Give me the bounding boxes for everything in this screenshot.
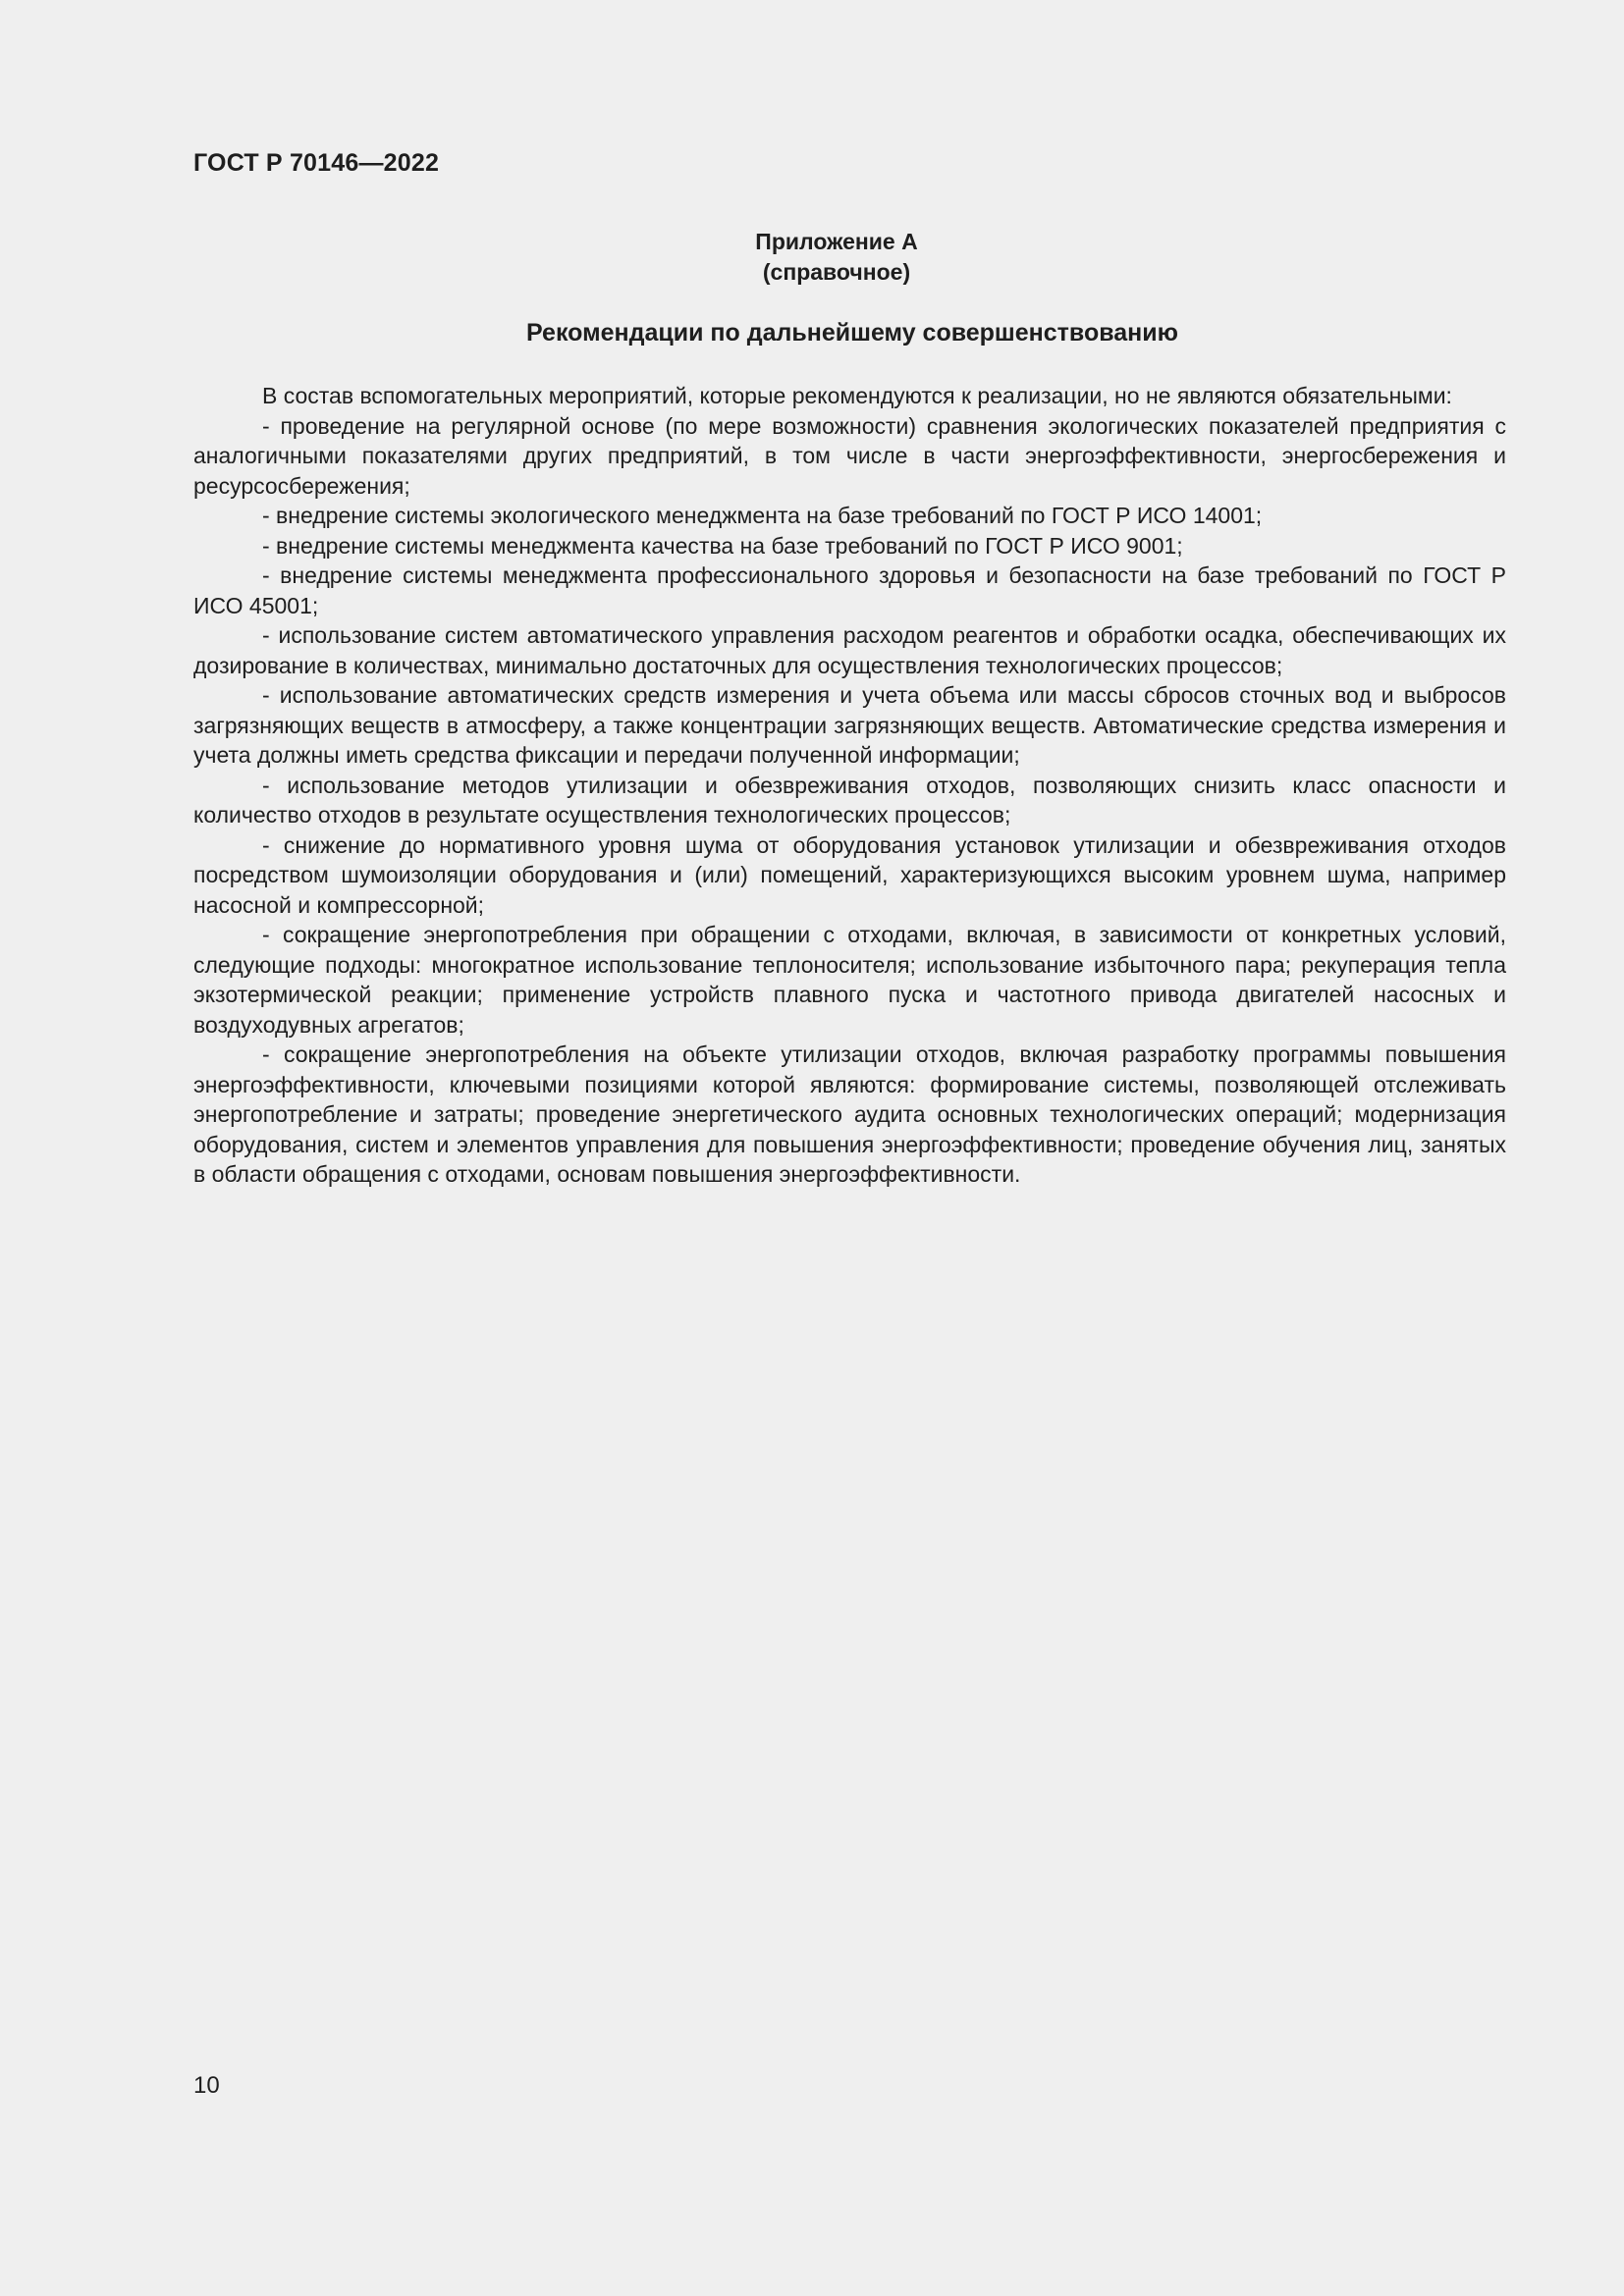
list-item: - использование систем автоматического управления расходом реагентов и обработки осадка, обеспечивающих их дозирование в количествах, минимально достаточных для осуществления технологических процессов;: [193, 622, 1506, 678]
appendix-title: Приложение А: [755, 229, 918, 254]
list-item: - снижение до нормативного уровня шума от оборудования установок утилизации и обезвреживания отходов посредством шумоизоляции оборудования и (или) помещений, характеризующихся высоким уровнем шума, например насосной и компрессорной;: [193, 831, 1506, 918]
page-number: 10: [193, 2072, 220, 2099]
body-text: [193, 381, 1506, 1190]
list-item: - внедрение системы менеджмента профессионального здоровья и безопасности на базе требований по ГОСТ Р ИСО 45001;: [193, 562, 1506, 618]
list-item: - проведение на регулярной основе (по мере возможности) сравнения экологических показателей предприятия с аналогичными показателями других предприятий, в том числе в части энергоэффективности, энергосбережения и ресурсосбережения;: [193, 412, 1506, 499]
list-item: - использование методов утилизации и обезвреживания отходов, позволяющих снизить класс опасности и количество отходов в результате осуществления технологических процессов;: [193, 772, 1506, 828]
list-item: - внедрение системы экологического менеджмента на базе требований по ГОСТ Р ИСО 14001;: [262, 503, 1263, 528]
document-id: ГОСТ Р 70146—2022: [193, 149, 440, 177]
section-title-container: [0, 319, 1624, 347]
list-item: - сокращение энергопотребления при обращении с отходами, включая, в зависимости от конкретных условий, следующие подходы: многократное использование теплоносителя; использование избыточного пара; рекуперация тепла экзотермической реакции; применение устройств плавного пуска и частотного привода двигателей насосных и воздуходувных агрегатов;: [193, 922, 1506, 1038]
appendix-kind: (справочное): [762, 259, 911, 285]
paragraph-intro: В состав вспомогательных мероприятий, которые рекомендуются к реализации, но не являются обязательными:: [262, 383, 1452, 408]
appendix-heading: [0, 227, 1624, 288]
list-item: - внедрение системы менеджмента качества на базе требований по ГОСТ Р ИСО 9001;: [262, 532, 1183, 559]
section-title: Рекомендации по дальнейшему совершенствованию: [526, 319, 1178, 347]
list-item: - использование автоматических средств измерения и учета объема или массы сбросов сточных вод и выбросов загрязняющих веществ в атмосферу, а также концентрации загрязняющих веществ. Автоматические средства измерения и учета должны иметь средства фиксации и передачи полученной информации;: [193, 682, 1506, 768]
list-item: - сокращение энергопотребления на объекте утилизации отходов, включая разработку программы повышения энергоэффективности, ключевыми позициями которой являются: формирование системы, позволяющей отслеживать энергопотребление и затраты; проведение энергетического аудита основных технологических операций; модернизация оборудования, систем и элементов управления для повышения энергоэффективности; проведение обучения лиц, занятых в области обращения с отходами, основам повышения энергоэффективности.: [193, 1041, 1506, 1187]
